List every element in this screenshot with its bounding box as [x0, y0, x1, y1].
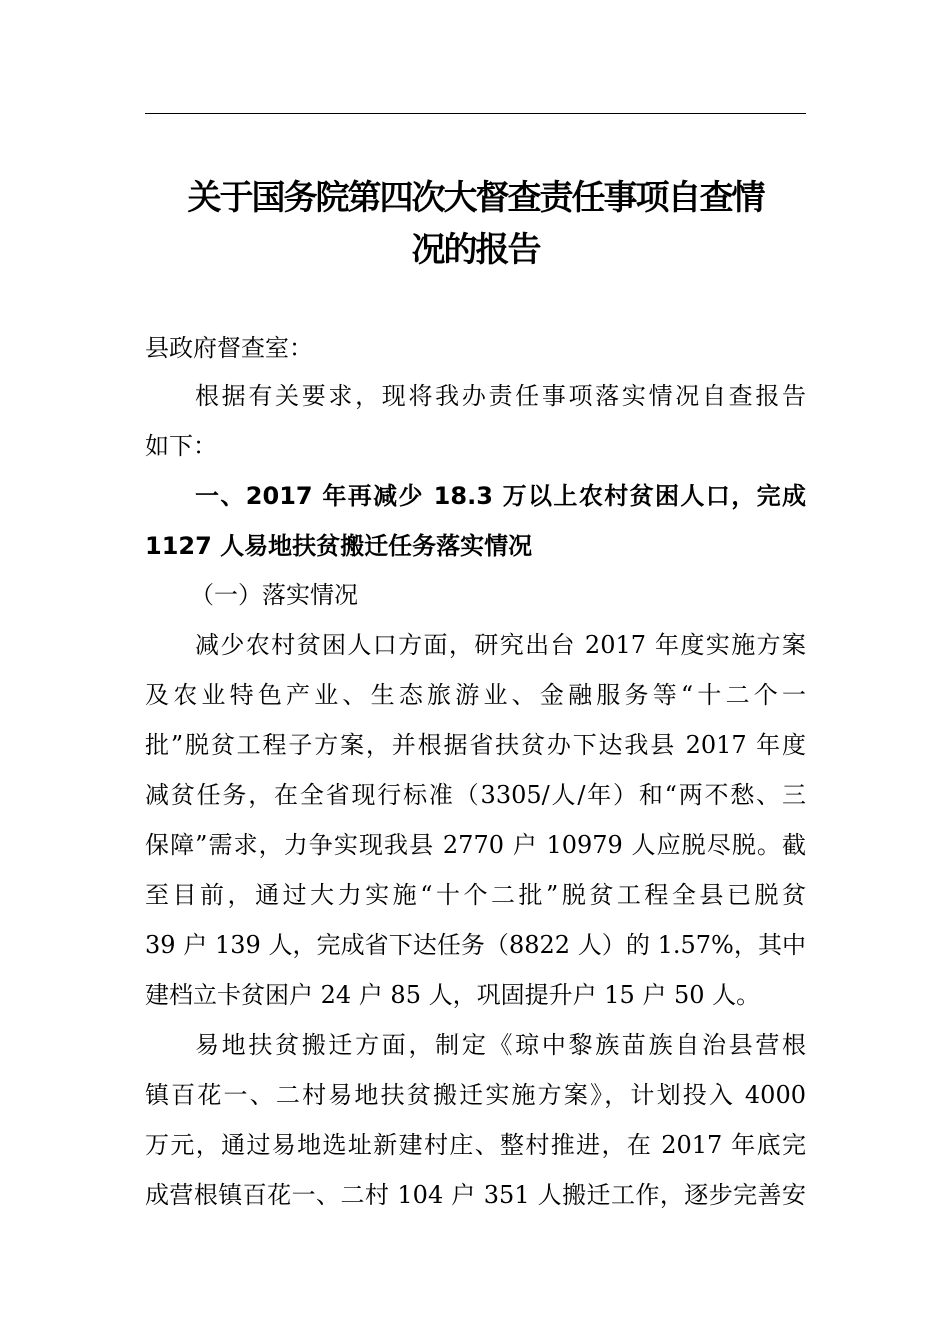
para1-line-4: 减贫任务，在全省现行标准（3305/人/年）和“两不愁、三	[145, 781, 806, 809]
para1-line-3: 批”脱贫工程子方案，并根据省扶贫办下达我县 2017 年度	[145, 731, 806, 759]
para2-line-1: 易地扶贫搬迁方面，制定《琼中黎族苗族自治县营根	[195, 1031, 806, 1059]
header-rule	[145, 113, 806, 114]
para2-line-2: 镇百花一、二村易地扶贫搬迁实施方案》，计划投入 4000	[145, 1081, 806, 1109]
para1-line-6: 至目前，通过大力实施“十个二批”脱贫工程全县已脱贫	[145, 881, 806, 909]
subsection1-heading: （一）落实情况	[190, 581, 358, 609]
para1-line-8: 建档立卡贫困户 24 户 85 人，巩固提升户 15 户 50 人。	[145, 981, 761, 1009]
para1-line-1: 减少农村贫困人口方面，研究出台 2017 年度实施方案	[195, 631, 806, 659]
intro-line-2: 如下：	[145, 432, 217, 460]
intro-line-1: 根据有关要求，现将我办责任事项落实情况自查报告	[195, 382, 806, 410]
para2-line-4: 成营根镇百花一、二村 104 户 351 人搬迁工作，逐步完善安	[145, 1181, 806, 1209]
para1-line-5: 保障”需求，力争实现我县 2770 户 10979 人应脱尽脱。截	[145, 831, 806, 859]
section1-heading-line-1: 一、2017 年再减少 18.3 万以上农村贫困人口，完成	[195, 482, 806, 510]
para2-line-3: 万元，通过易地选址新建村庄、整村推进，在 2017 年底完	[145, 1131, 806, 1159]
para1-line-2: 及农业特色产业、生态旅游业、金融服务等“十二个一	[145, 681, 806, 709]
title-line-1: 关于国务院第四次大督查责任事项自查情	[187, 178, 764, 218]
para1-line-7: 39 户 139 人，完成省下达任务（8822 人）的 1.57%，其中	[145, 931, 806, 959]
section1-heading-line-2: 1127 人易地扶贫搬迁任务落实情况	[145, 532, 533, 560]
title-line-2: 况的报告	[411, 230, 540, 270]
salutation: 县政府督查室：	[145, 334, 313, 362]
